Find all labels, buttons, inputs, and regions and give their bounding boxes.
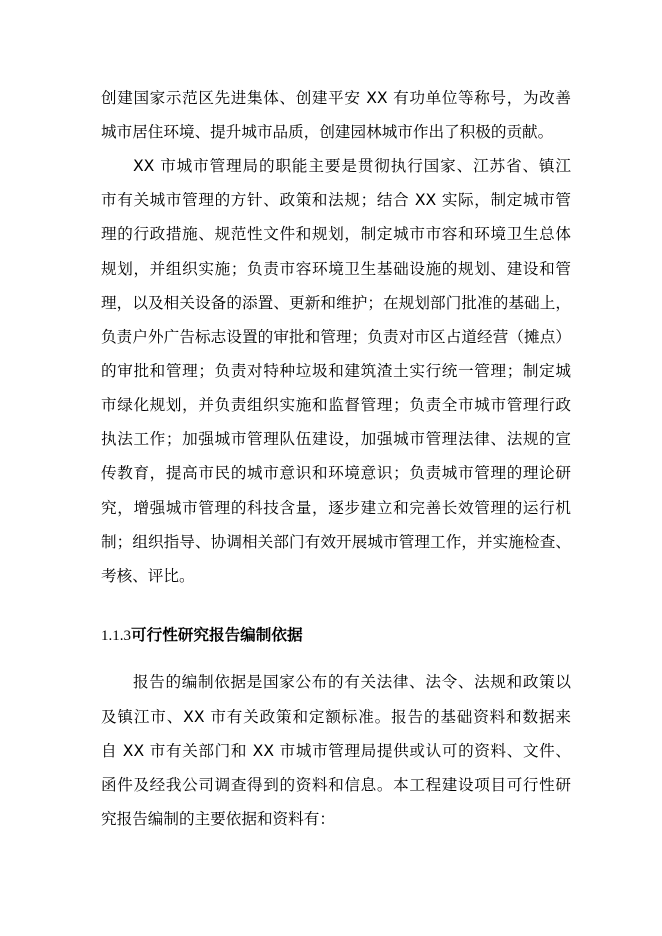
- paragraph-2-line-13: 考核、评比。: [101, 567, 195, 585]
- paragraph-2-line-6: 负责户外广告标志设置的审批和管理；负责对市区占道经营（摊点）: [101, 328, 571, 346]
- paragraph-3-line-4: 函件及经我公司调查得到的资料和信息。本工程建设项目可行性研: [101, 776, 571, 794]
- paragraph-3-line-5: 究报告编制的主要依据和资料有：: [101, 810, 335, 828]
- paragraph-3-line-2: 及镇江市、XX 市有关政策和定额标准。报告的基础资料和数据来: [101, 708, 571, 726]
- paragraph-2-line-11: 究，增强城市管理的科技含量，逐步建立和完善长效管理的运行机: [101, 499, 571, 517]
- paragraph-2-line-4: 规划，并组织实施；负责市容环境卫生基础设施的规划、建设和管: [101, 260, 571, 278]
- section-number: 1.1.3: [101, 628, 131, 644]
- paragraph-2-line-10: 传教育，提高市民的城市意识和环境意识；负责城市管理的理论研: [101, 464, 571, 482]
- paragraph-2-line-7: 的审批和管理；负责对特种垃圾和建筑渣土实行统一管理；制定城: [101, 362, 571, 380]
- paragraph-2-line-8: 市绿化规划，并负责组织实施和监督管理；负责全市城市管理行政: [101, 396, 571, 414]
- paragraph-2-line-3: 理的行政措施、规范性文件和规划，制定城市市容和环境卫生总体: [101, 225, 571, 243]
- paragraph-2-line-2: 市有关城市管理的方针、政策和法规；结合 XX 实际，制定城市管: [101, 191, 571, 209]
- paragraph-1-line-1: 创建国家示范区先进集体、创建平安 XX 有功单位等称号，为改善: [101, 89, 571, 107]
- paragraph-3-line-3: 自 XX 市有关部门和 XX 市城市管理局提供或认可的资料、文件、: [101, 742, 571, 760]
- section-heading: [101, 624, 303, 646]
- paragraph-2-line-1: XX 市城市管理局的职能主要是贯彻执行国家、江苏省、镇江: [133, 157, 571, 175]
- paragraph-3-line-1: 报告的编制依据是国家公布的有关法律、法令、法规和政策以: [133, 673, 571, 691]
- paragraph-2-line-12: 制；组织指导、协调相关部门有效开展城市管理工作，并实施检查、: [101, 533, 571, 551]
- paragraph-1-line-2: 城市居住环境、提升城市品质，创建园林城市作出了积极的贡献。: [101, 123, 554, 141]
- paragraph-2-line-9: 执法工作；加强城市管理队伍建设，加强城市管理法律、法规的宣: [101, 430, 571, 448]
- section-title: 可行性研究报告编制依据: [131, 626, 303, 644]
- paragraph-2-line-5: 理，以及相关设备的添置、更新和维护；在规划部门批准的基础上，: [101, 294, 571, 312]
